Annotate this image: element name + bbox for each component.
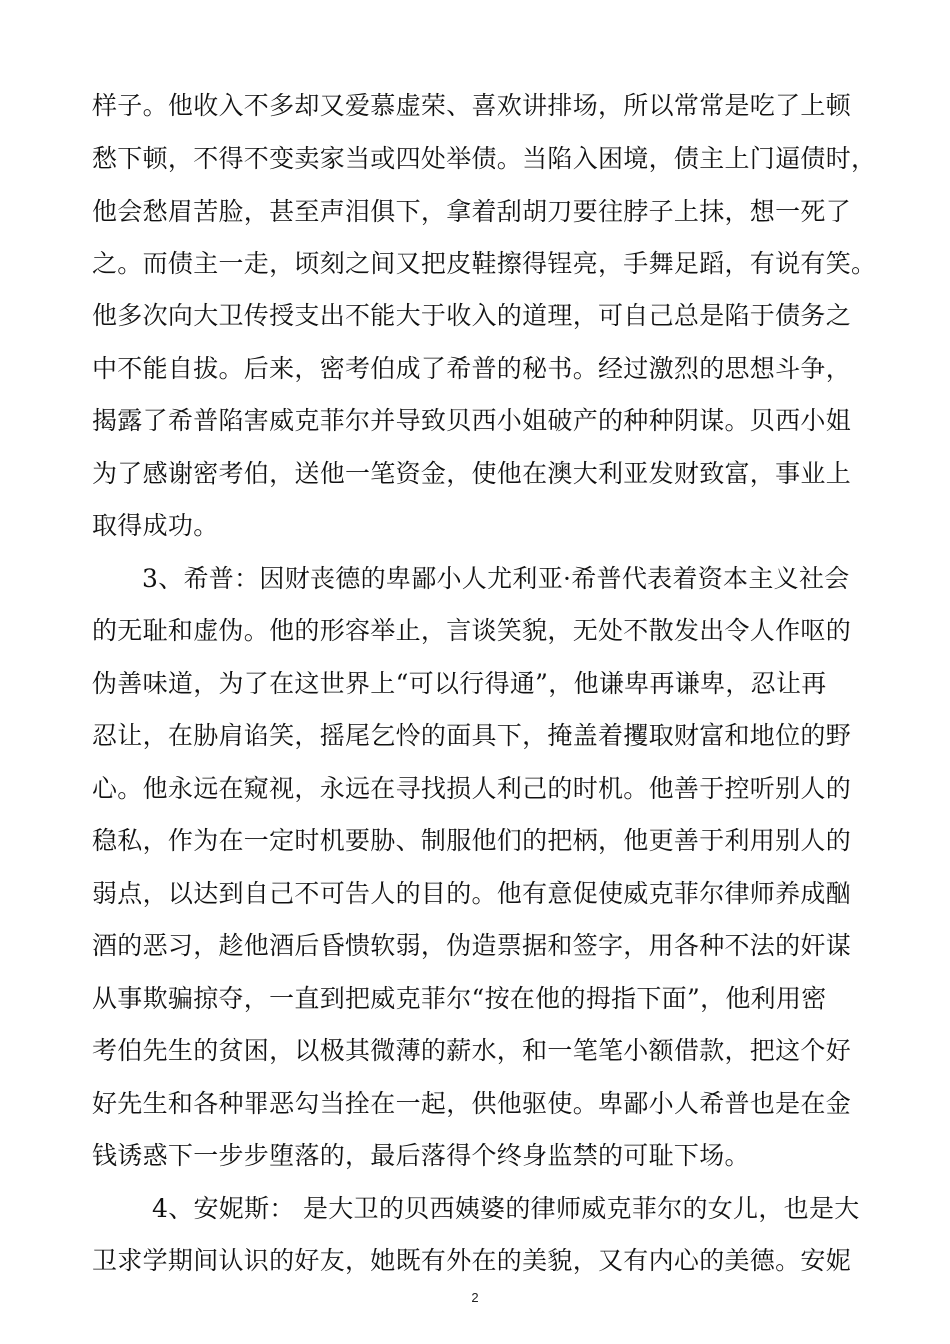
- text-line: 为了感谢密考伯，送他一笔资金，使他在澳大利亚发财致富，事业上: [92, 459, 852, 488]
- text-line: 4、安妮斯： 是大卫的贝西姨婆的律师威克菲尔的女儿，也是大: [152, 1194, 860, 1223]
- text-line: 好先生和各种罪恶勾当拴在一起，供他驱使。卑鄙小人希普也是在金: [92, 1089, 852, 1118]
- text-line: 中不能自拔。后来，密考伯成了希普的秘书。经过激烈的思想斗争，: [92, 354, 852, 383]
- page-number: 2: [471, 1290, 479, 1305]
- text-line: 取得成功。: [92, 511, 219, 540]
- text-line: 他会愁眉苦脸，甚至声泪俱下，拿着刮胡刀要往脖子上抹，想一死了: [92, 197, 852, 226]
- text-line: 卫求学期间认识的好友，她既有外在的美貌，又有内心的美德。安妮: [92, 1246, 852, 1275]
- text-line: 酒的恶习，趁他酒后昏愦软弱，伪造票据和签字，用各种不法的奸谋: [92, 931, 852, 960]
- text-line: 心。他永远在窥视，永远在寻找损人利己的时机。他善于控听别人的: [92, 774, 852, 803]
- text-line: 弱点，以达到自己不可告人的目的。他有意促使威克菲尔律师养成酗: [92, 879, 852, 908]
- text-line: 3、希普：因财丧德的卑鄙小人尤利亚·希普代表着资本主义社会: [142, 564, 850, 593]
- text-line: 的无耻和虚伪。他的形容举止，言谈笑貌，无处不散发出令人作呕的: [92, 616, 852, 645]
- text-line: 样子。他收入不多却又爱慕虚荣、喜欢讲排场，所以常常是吃了上顿: [92, 91, 852, 120]
- text-line: 稳私，作为在一定时机要胁、制服他们的把柄，他更善于利用别人的: [92, 826, 852, 855]
- text-line: 钱诱惑下一步步堕落的，最后落得个终身监禁的可耻下场。: [92, 1141, 750, 1170]
- text-line: 揭露了希普陷害威克菲尔并导致贝西小姐破产的种种阴谋。贝西小姐: [92, 406, 852, 435]
- text-line: 伪善味道，为了在这世界上“可以行得通”，他谦卑再谦卑，忍让再: [92, 669, 827, 698]
- text-line: 从事欺骗掠夺，一直到把威克菲尔“按在他的拇指下面”，他利用密: [92, 984, 827, 1013]
- text-line: 之。而债主一走，顷刻之间又把皮鞋擦得锃亮，手舞足蹈，有说有笑。: [92, 249, 877, 278]
- text-line: 考伯先生的贫困，以极其微薄的薪水，和一笔笔小额借款，把这个好: [92, 1036, 852, 1065]
- text-line: 他多次向大卫传授支出不能大于收入的道理，可自己总是陷于债务之: [92, 301, 852, 330]
- text-line: 愁下顿，不得不变卖家当或四处举债。当陷入困境，债主上门逼债时，: [92, 144, 877, 173]
- text-line: 忍让，在胁肩谄笑，摇尾乞怜的面具下，掩盖着攫取财富和地位的野: [92, 721, 852, 750]
